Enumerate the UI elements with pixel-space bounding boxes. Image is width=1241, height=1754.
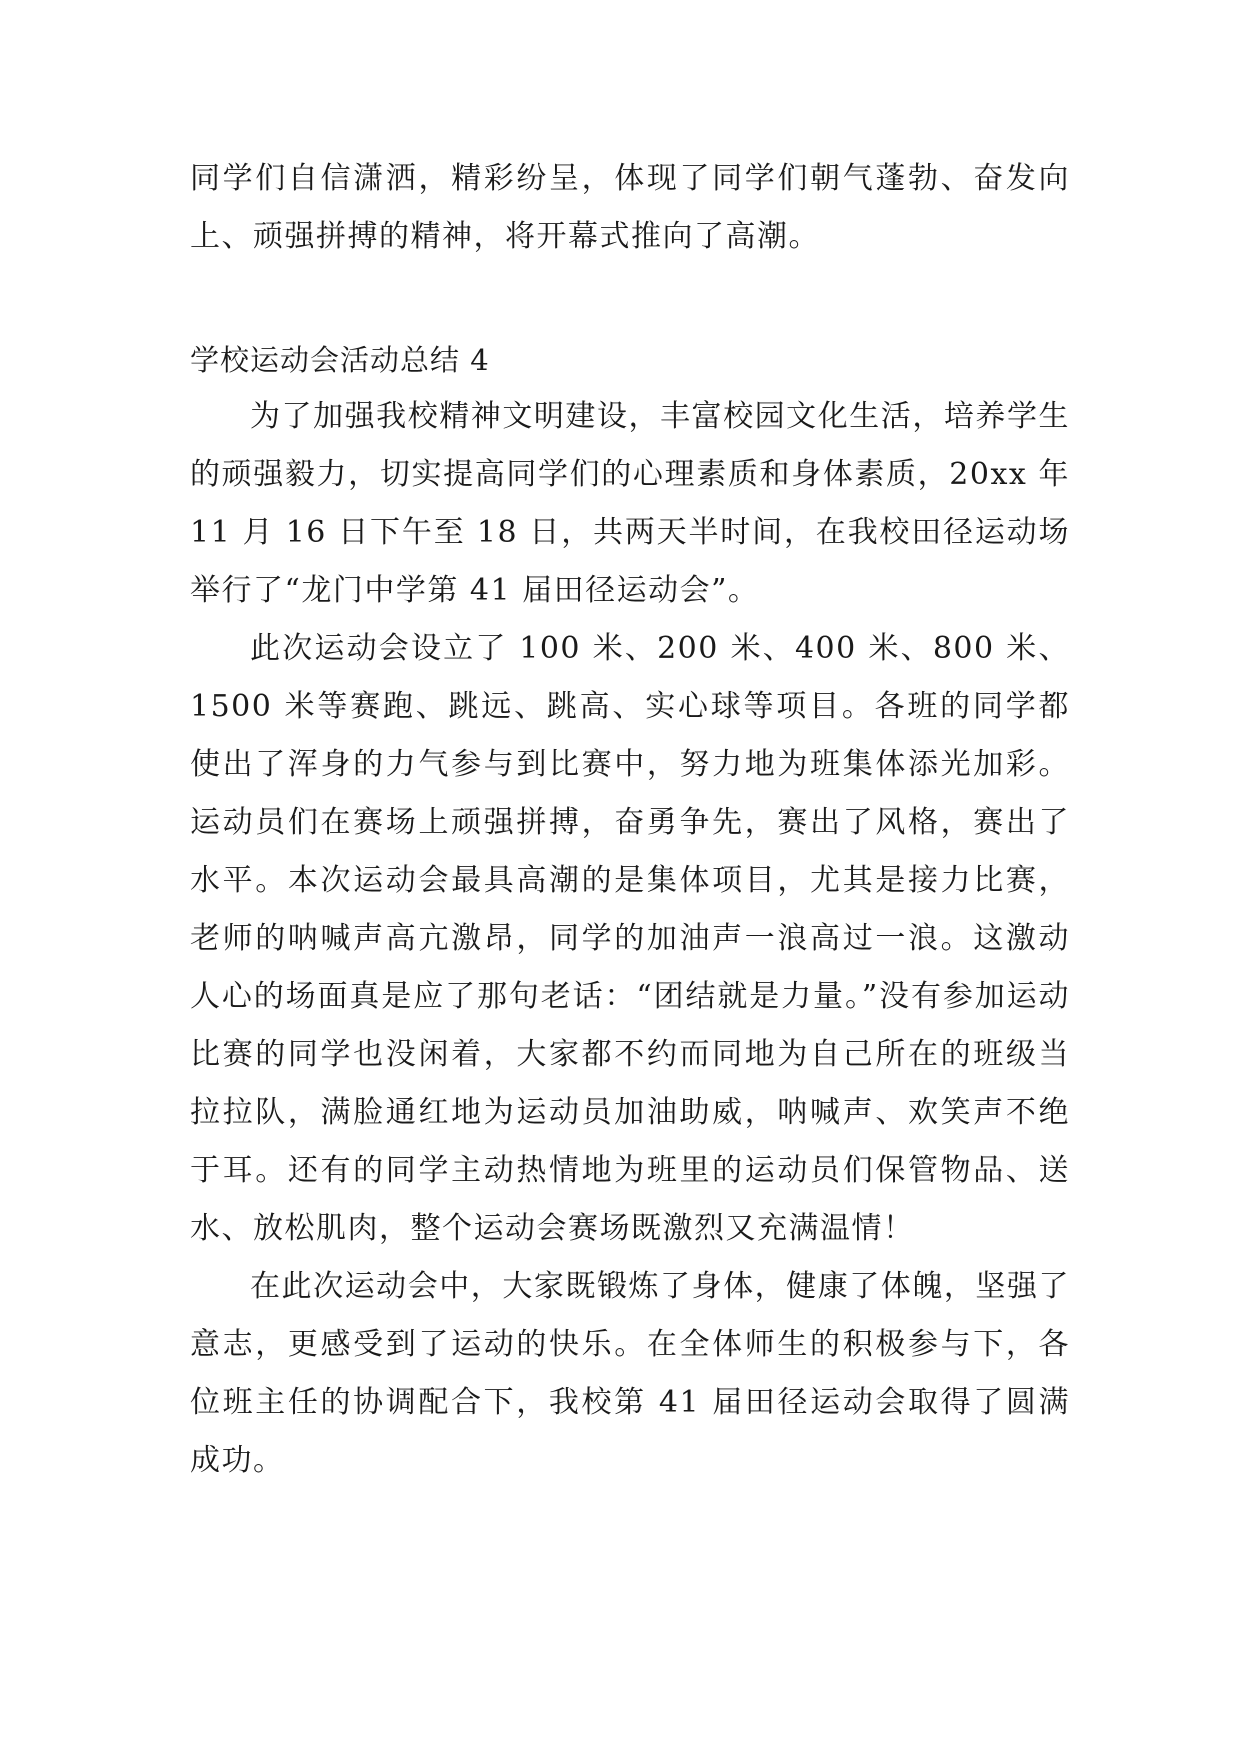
continuation-block: [190, 150, 1070, 266]
body-block: [190, 388, 1070, 1490]
paragraph-3: 在此次运动会中，大家既锻炼了身体，健康了体魄，坚强了意志，更感受到了运动的快乐。在全体师生的积极参与下，各位班主任的协调配合下，我校第 41 届田径运动会取得了圆满成功。: [190, 1269, 1070, 1478]
paragraph-1: 为了加强我校精神文明建设，丰富校园文化生活，培养学生的顽强毅力，切实提高同学们的心理素质和身体素质，20xx 年 11 月 16 日下午至 18 日，共两天半时间，在我校田径运动场举行了“龙门中学第 41 届田径运动会”。: [190, 399, 1070, 608]
paragraph-2: 此次运动会设立了 100 米、200 米、400 米、800 米、1500 米等赛跑、跳远、跳高、实心球等项目。各班的同学都使出了浑身的力气参与到比赛中，努力地为班集体添光加彩。运动员们在赛场上顽强拼搏，奋勇争先，赛出了风格，赛出了水平。本次运动会最具高潮的是集体项目，尤其是接力比赛，老师的呐喊声高亢激昂，同学的加油声一浪高过一浪。这激动人心的场面真是应了那句老话：“团结就是力量。”没有参加运动比赛的同学也没闲着，大家都不约而同地为自己所在的班级当拉拉队，满脸通红地为运动员加油助威，呐喊声、欢笑声不绝于耳。还有的同学主动热情地为班里的运动员们保管物品、送水、放松肌肉，整个运动会赛场既激烈又充满温情！: [190, 631, 1070, 1246]
continuation-paragraph: 同学们自信潇洒，精彩纷呈，体现了同学们朝气蓬勃、奋发向上、顽强拼搏的精神，将开幕式推向了高潮。: [190, 161, 1070, 254]
section-title: 学校运动会活动总结 4: [190, 343, 490, 377]
